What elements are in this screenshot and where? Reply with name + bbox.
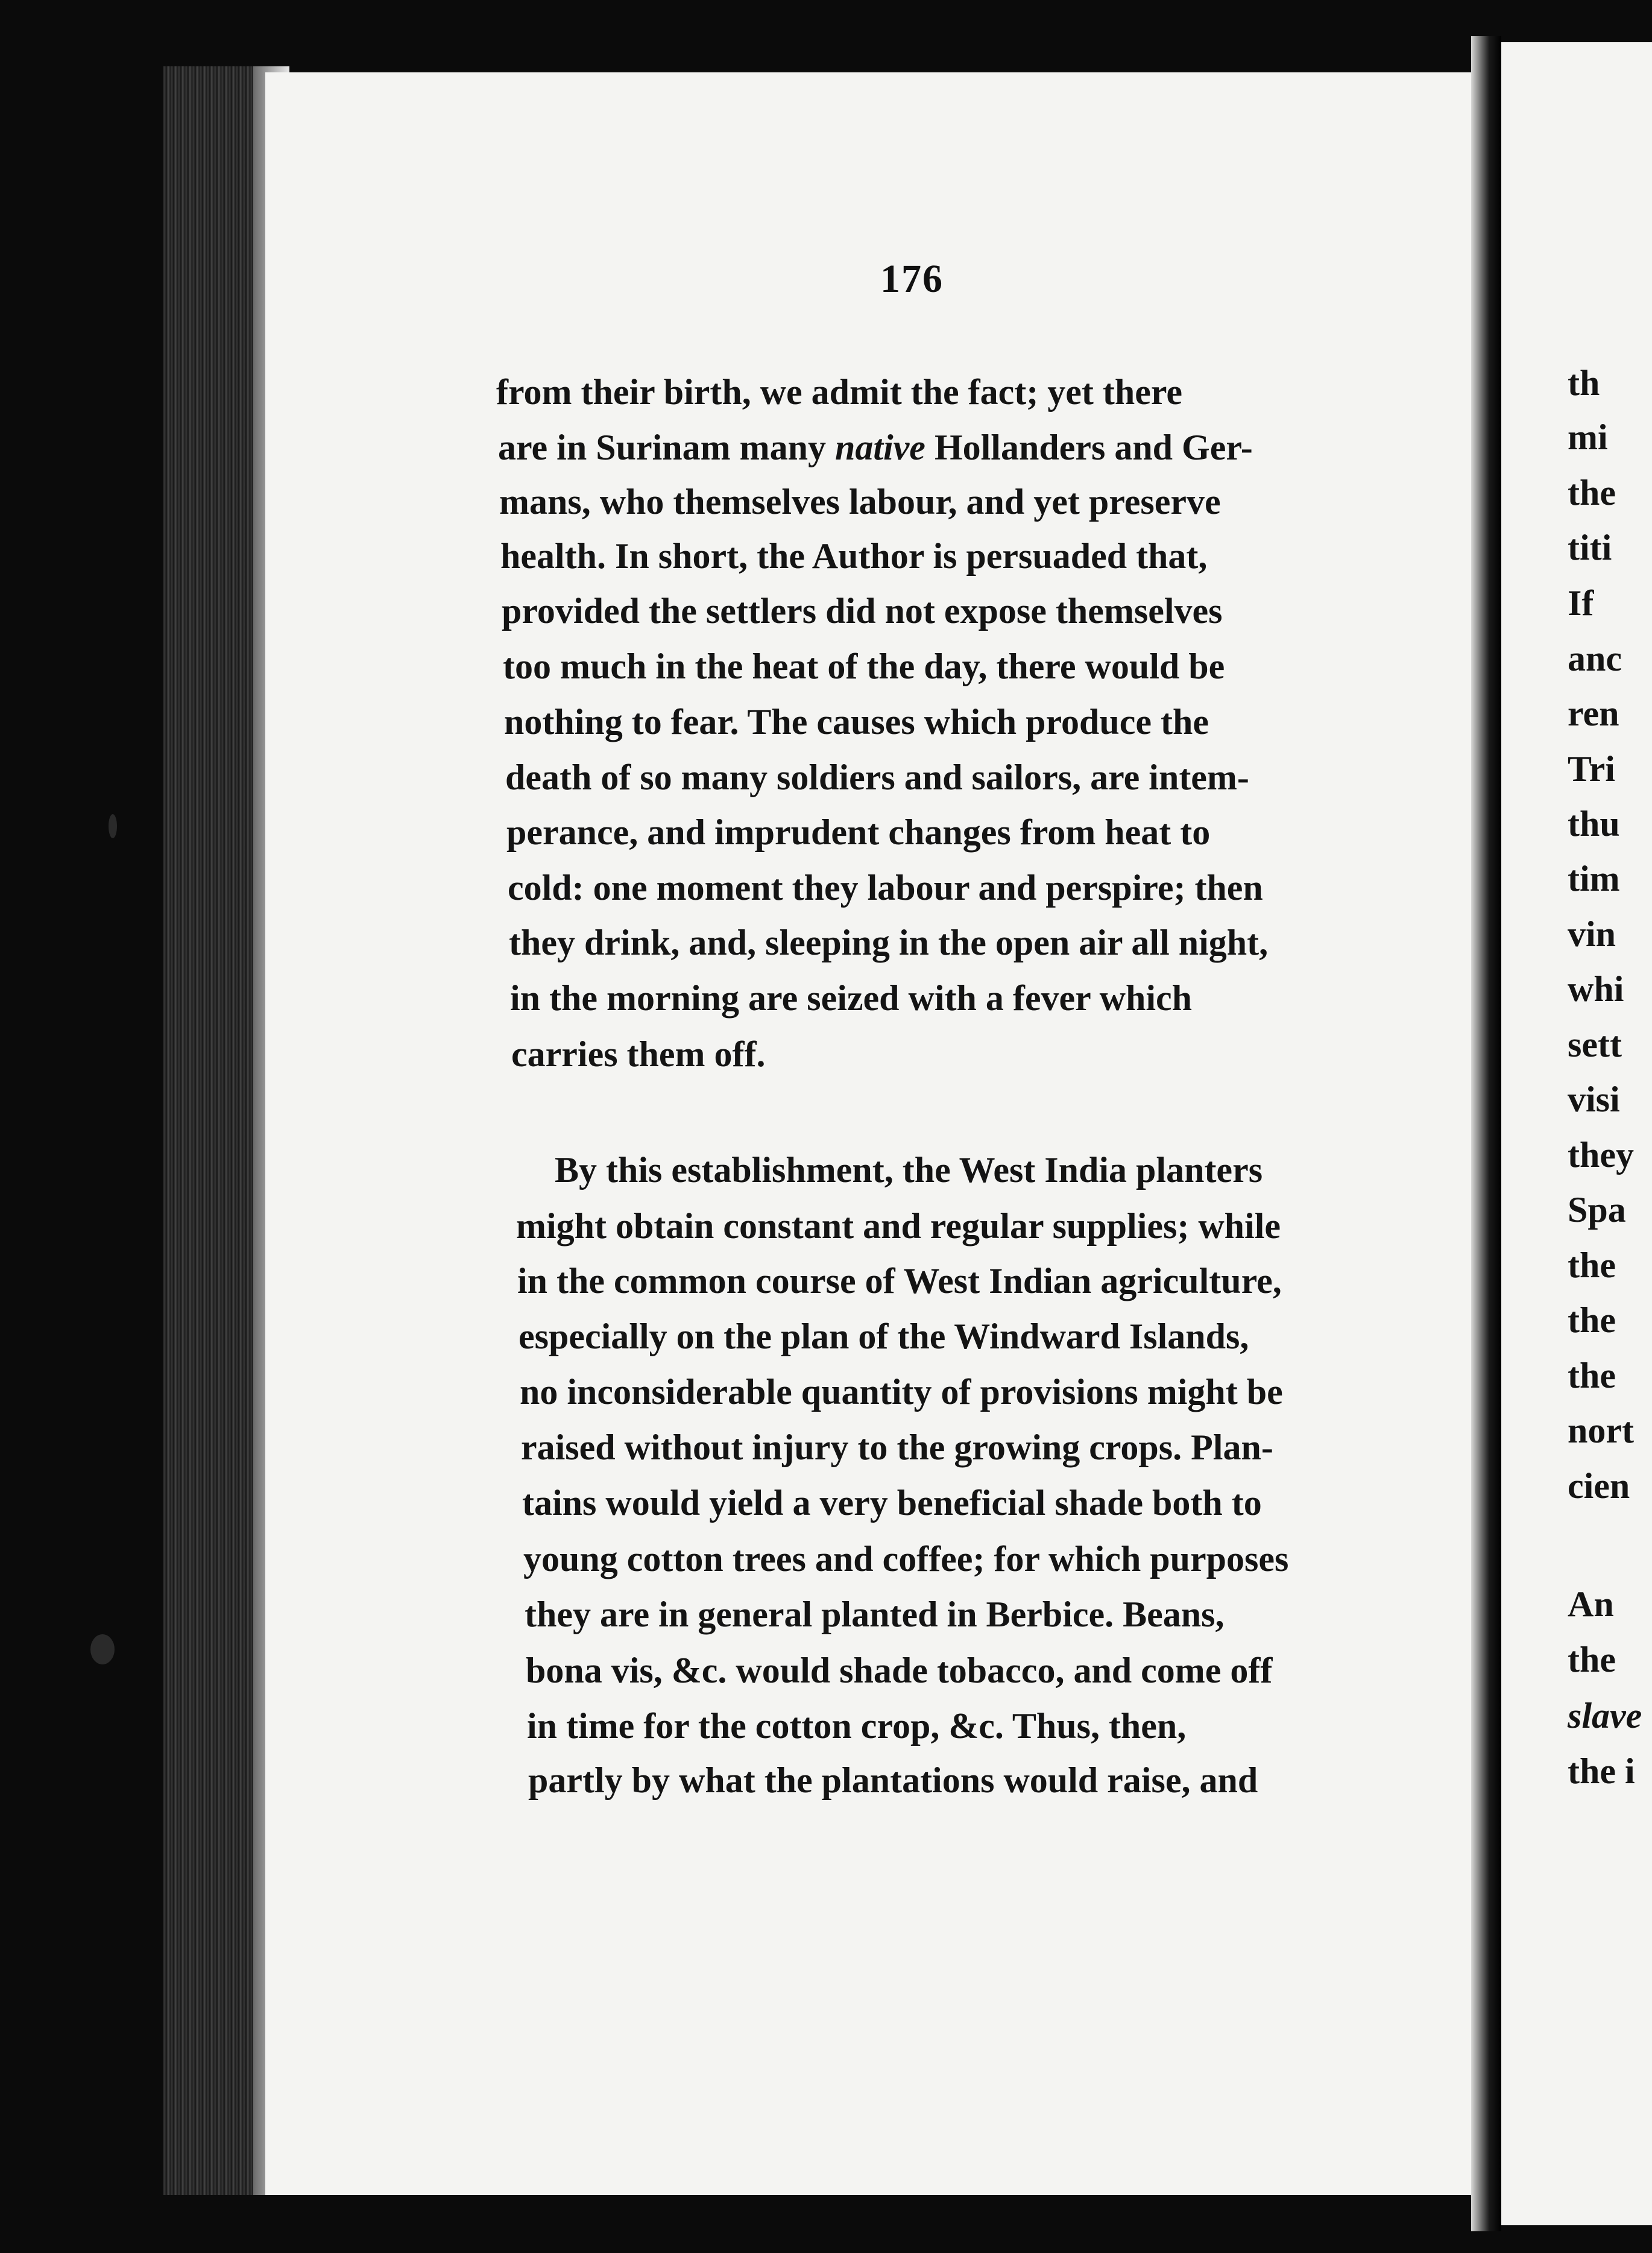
text-line: raised without injury to the growing crops. Plan- — [521, 1427, 1273, 1467]
text-line: might obtain constant and regular supplies; while — [516, 1206, 1281, 1246]
text-fragment: anc — [1568, 639, 1622, 678]
book-gutter — [1471, 36, 1501, 2231]
text-line: in time for the cotton crop, &c. Thus, then, — [527, 1706, 1187, 1746]
text-line: in the common course of West Indian agriculture, — [517, 1261, 1282, 1301]
text-fragment: cien — [1568, 1466, 1630, 1506]
text-line: nothing to fear. The causes which produce the — [504, 702, 1209, 742]
text-fragment: whi — [1568, 969, 1624, 1009]
text-fragment: they — [1568, 1135, 1634, 1175]
text-line: provided the settlers did not expose themselves — [502, 591, 1223, 631]
text-line: they drink, and, sleeping in the open air all night, — [509, 923, 1269, 962]
text-line: death of so many soldiers and sailors, are intem- — [505, 757, 1249, 797]
text-fragment: nort — [1568, 1411, 1634, 1450]
text-fragment: If — [1568, 583, 1594, 623]
scan-smudge — [90, 1634, 115, 1664]
scan-smudge — [109, 814, 117, 838]
text-line: tains would yield a very beneficial shade both to — [522, 1483, 1262, 1523]
text-fragment: sett — [1568, 1025, 1622, 1064]
text-line: especially on the plan of the Windward Islands, — [519, 1316, 1249, 1356]
text-line: By this establishment, the West India planters — [555, 1150, 1263, 1190]
text-fragment: thu — [1568, 804, 1620, 844]
text-line: no inconsiderable quantity of provisions might be — [520, 1372, 1283, 1412]
text-fragment: vin — [1568, 914, 1616, 954]
text-line: are in Surinam many native Hollanders and Ger- — [498, 428, 1253, 467]
text-line: cold: one moment they labour and perspire; then — [508, 868, 1263, 908]
text-fragment: the — [1568, 1356, 1616, 1395]
text-fragment: slave — [1568, 1696, 1642, 1736]
text-line: carries them off. — [511, 1034, 766, 1074]
text-fragment: th — [1568, 363, 1600, 403]
text-line: perance, and imprudent changes from heat to — [506, 812, 1211, 852]
text-fragment: tim — [1568, 859, 1620, 899]
text-fragment: the i — [1568, 1751, 1635, 1791]
text-line: young cotton trees and coffee; for which purposes — [523, 1539, 1289, 1579]
right-page-text — [1501, 42, 1652, 2225]
text-line: in the morning are seized with a fever which — [510, 978, 1193, 1018]
text-fragment: titi — [1568, 528, 1612, 567]
text-line: from their birth, we admit the fact; yet there — [496, 372, 1183, 412]
text-line: bona vis, &c. would shade tobacco, and come off — [526, 1651, 1273, 1690]
text-fragment: Tri — [1568, 749, 1615, 789]
text-fragment: the — [1568, 473, 1616, 513]
text-fragment: the — [1568, 1640, 1616, 1679]
text-line: too much in the heat of the day, there would be — [503, 646, 1225, 686]
text-line: they are in general planted in Berbice. Beans, — [525, 1594, 1225, 1634]
text-fragment: Spa — [1568, 1190, 1626, 1230]
text-line: mans, who themselves labour, and yet preserve — [499, 482, 1221, 522]
page-number: 176 — [880, 257, 944, 301]
text-fragment: the — [1568, 1245, 1616, 1285]
book-edge — [163, 66, 259, 2195]
text-fragment: mi — [1568, 417, 1608, 457]
text-fragment: visi — [1568, 1079, 1620, 1119]
text-fragment: the — [1568, 1300, 1616, 1340]
text-line: partly by what the plantations would raise, and — [528, 1760, 1258, 1800]
text-line: health. In short, the Author is persuaded that, — [500, 536, 1208, 576]
text-fragment: ren — [1568, 694, 1619, 733]
text-fragment: An — [1568, 1584, 1614, 1624]
